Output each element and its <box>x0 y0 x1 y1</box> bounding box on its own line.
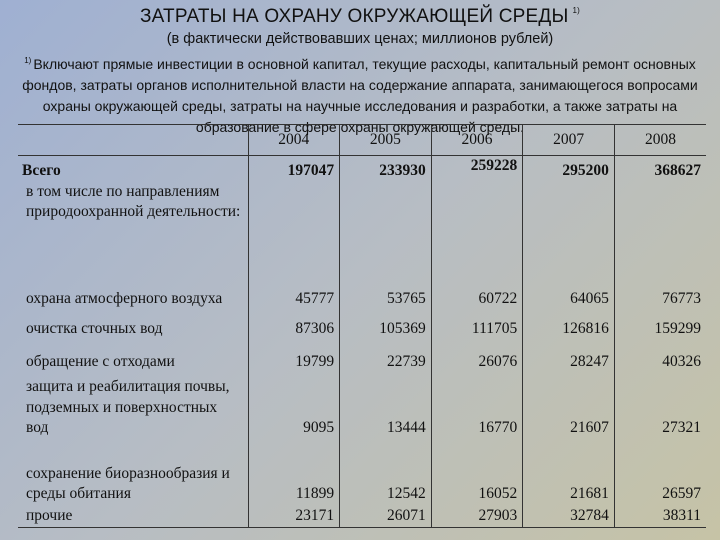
title-footnote-mark: 1) <box>572 6 581 15</box>
cell-value: 27321 <box>614 373 706 439</box>
total-value: 233930 <box>340 156 432 182</box>
footnote-text: Включают прямые инвестиции в основной капитал, текущие расходы, капитальный ремонт основных фондов, затраты органов исполнительной власти на содержание аппарата, занимающегося вопросами охраны окружающей среды, затраты на научные исследования и разработки, а также затраты на образование в сфере охраны окружающей среды. <box>22 56 698 135</box>
cell-value: 87306 <box>248 310 340 340</box>
year-header: 2008 <box>614 125 706 156</box>
page-title <box>0 6 720 28</box>
year-header: 2006 <box>431 125 523 156</box>
row-label: охрана атмосферного воздуха <box>26 290 223 307</box>
cell-value: 38311 <box>614 505 706 528</box>
cell-value: 53765 <box>340 264 432 310</box>
year-header: 2005 <box>340 125 432 156</box>
row-label: обращение с отходами <box>26 353 175 370</box>
table-row <box>18 310 706 340</box>
cell-value: 21681 <box>523 439 615 505</box>
table-row <box>18 340 706 373</box>
cell-value: 28247 <box>523 340 615 373</box>
cell-value: 40326 <box>614 340 706 373</box>
cell-value: 11899 <box>248 439 340 505</box>
total-value: 368627 <box>614 156 706 182</box>
year-header: 2007 <box>523 125 615 156</box>
total-value: 295200 <box>523 156 615 182</box>
cell-value: 126816 <box>523 310 615 340</box>
table-row <box>18 505 706 528</box>
cell-value: 22739 <box>340 340 432 373</box>
row-label: очистка сточных вод <box>26 320 163 337</box>
cell-value: 26071 <box>340 505 432 528</box>
cell-value: 9095 <box>248 373 340 439</box>
cell-value: 13444 <box>340 373 432 439</box>
cell-value: 23171 <box>248 505 340 528</box>
subheader-row <box>18 182 706 264</box>
cell-value: 64065 <box>523 264 615 310</box>
table-row <box>18 373 706 439</box>
cell-value: 12542 <box>340 439 432 505</box>
page-subtitle: (в фактически действовавших ценах; миллионов рублей) <box>166 31 554 47</box>
cell-value: 159299 <box>614 310 706 340</box>
header-row <box>18 125 706 156</box>
table-row <box>18 439 706 505</box>
cell-value: 26597 <box>614 439 706 505</box>
total-value: 197047 <box>248 156 340 182</box>
row-label: сохранение биоразнообразия и среды обитания <box>26 464 230 502</box>
cell-value: 26076 <box>431 340 523 373</box>
total-value: 259228 <box>431 156 523 182</box>
row-label: защита и реабилитация почвы, подземных и поверхностных вод <box>26 378 230 436</box>
title-text: ЗАТРАТЫ НА ОХРАНУ ОКРУЖАЮЩЕЙ СРЕДЫ <box>139 6 569 27</box>
cell-value: 16770 <box>431 373 523 439</box>
cell-value: 60722 <box>431 264 523 310</box>
cell-value: 16052 <box>431 439 523 505</box>
cell-value: 19799 <box>248 340 340 373</box>
subheader-label: в том числе по направлениям природоохранной деятельности: <box>26 182 241 220</box>
expenses-table <box>18 124 706 528</box>
cell-value: 111705 <box>431 310 523 340</box>
year-header: 2004 <box>248 125 340 156</box>
cell-value: 45777 <box>248 264 340 310</box>
header-corner <box>18 125 248 156</box>
row-label: прочие <box>18 505 248 528</box>
total-row <box>18 156 706 182</box>
total-label: Всего <box>22 162 61 179</box>
cell-value: 21607 <box>523 373 615 439</box>
cell-value: 105369 <box>340 310 432 340</box>
table-row <box>18 264 706 310</box>
cell-value: 76773 <box>614 264 706 310</box>
cell-value: 27903 <box>431 505 523 528</box>
cell-value: 32784 <box>523 505 615 528</box>
footnote-mark: 1) <box>24 56 32 65</box>
